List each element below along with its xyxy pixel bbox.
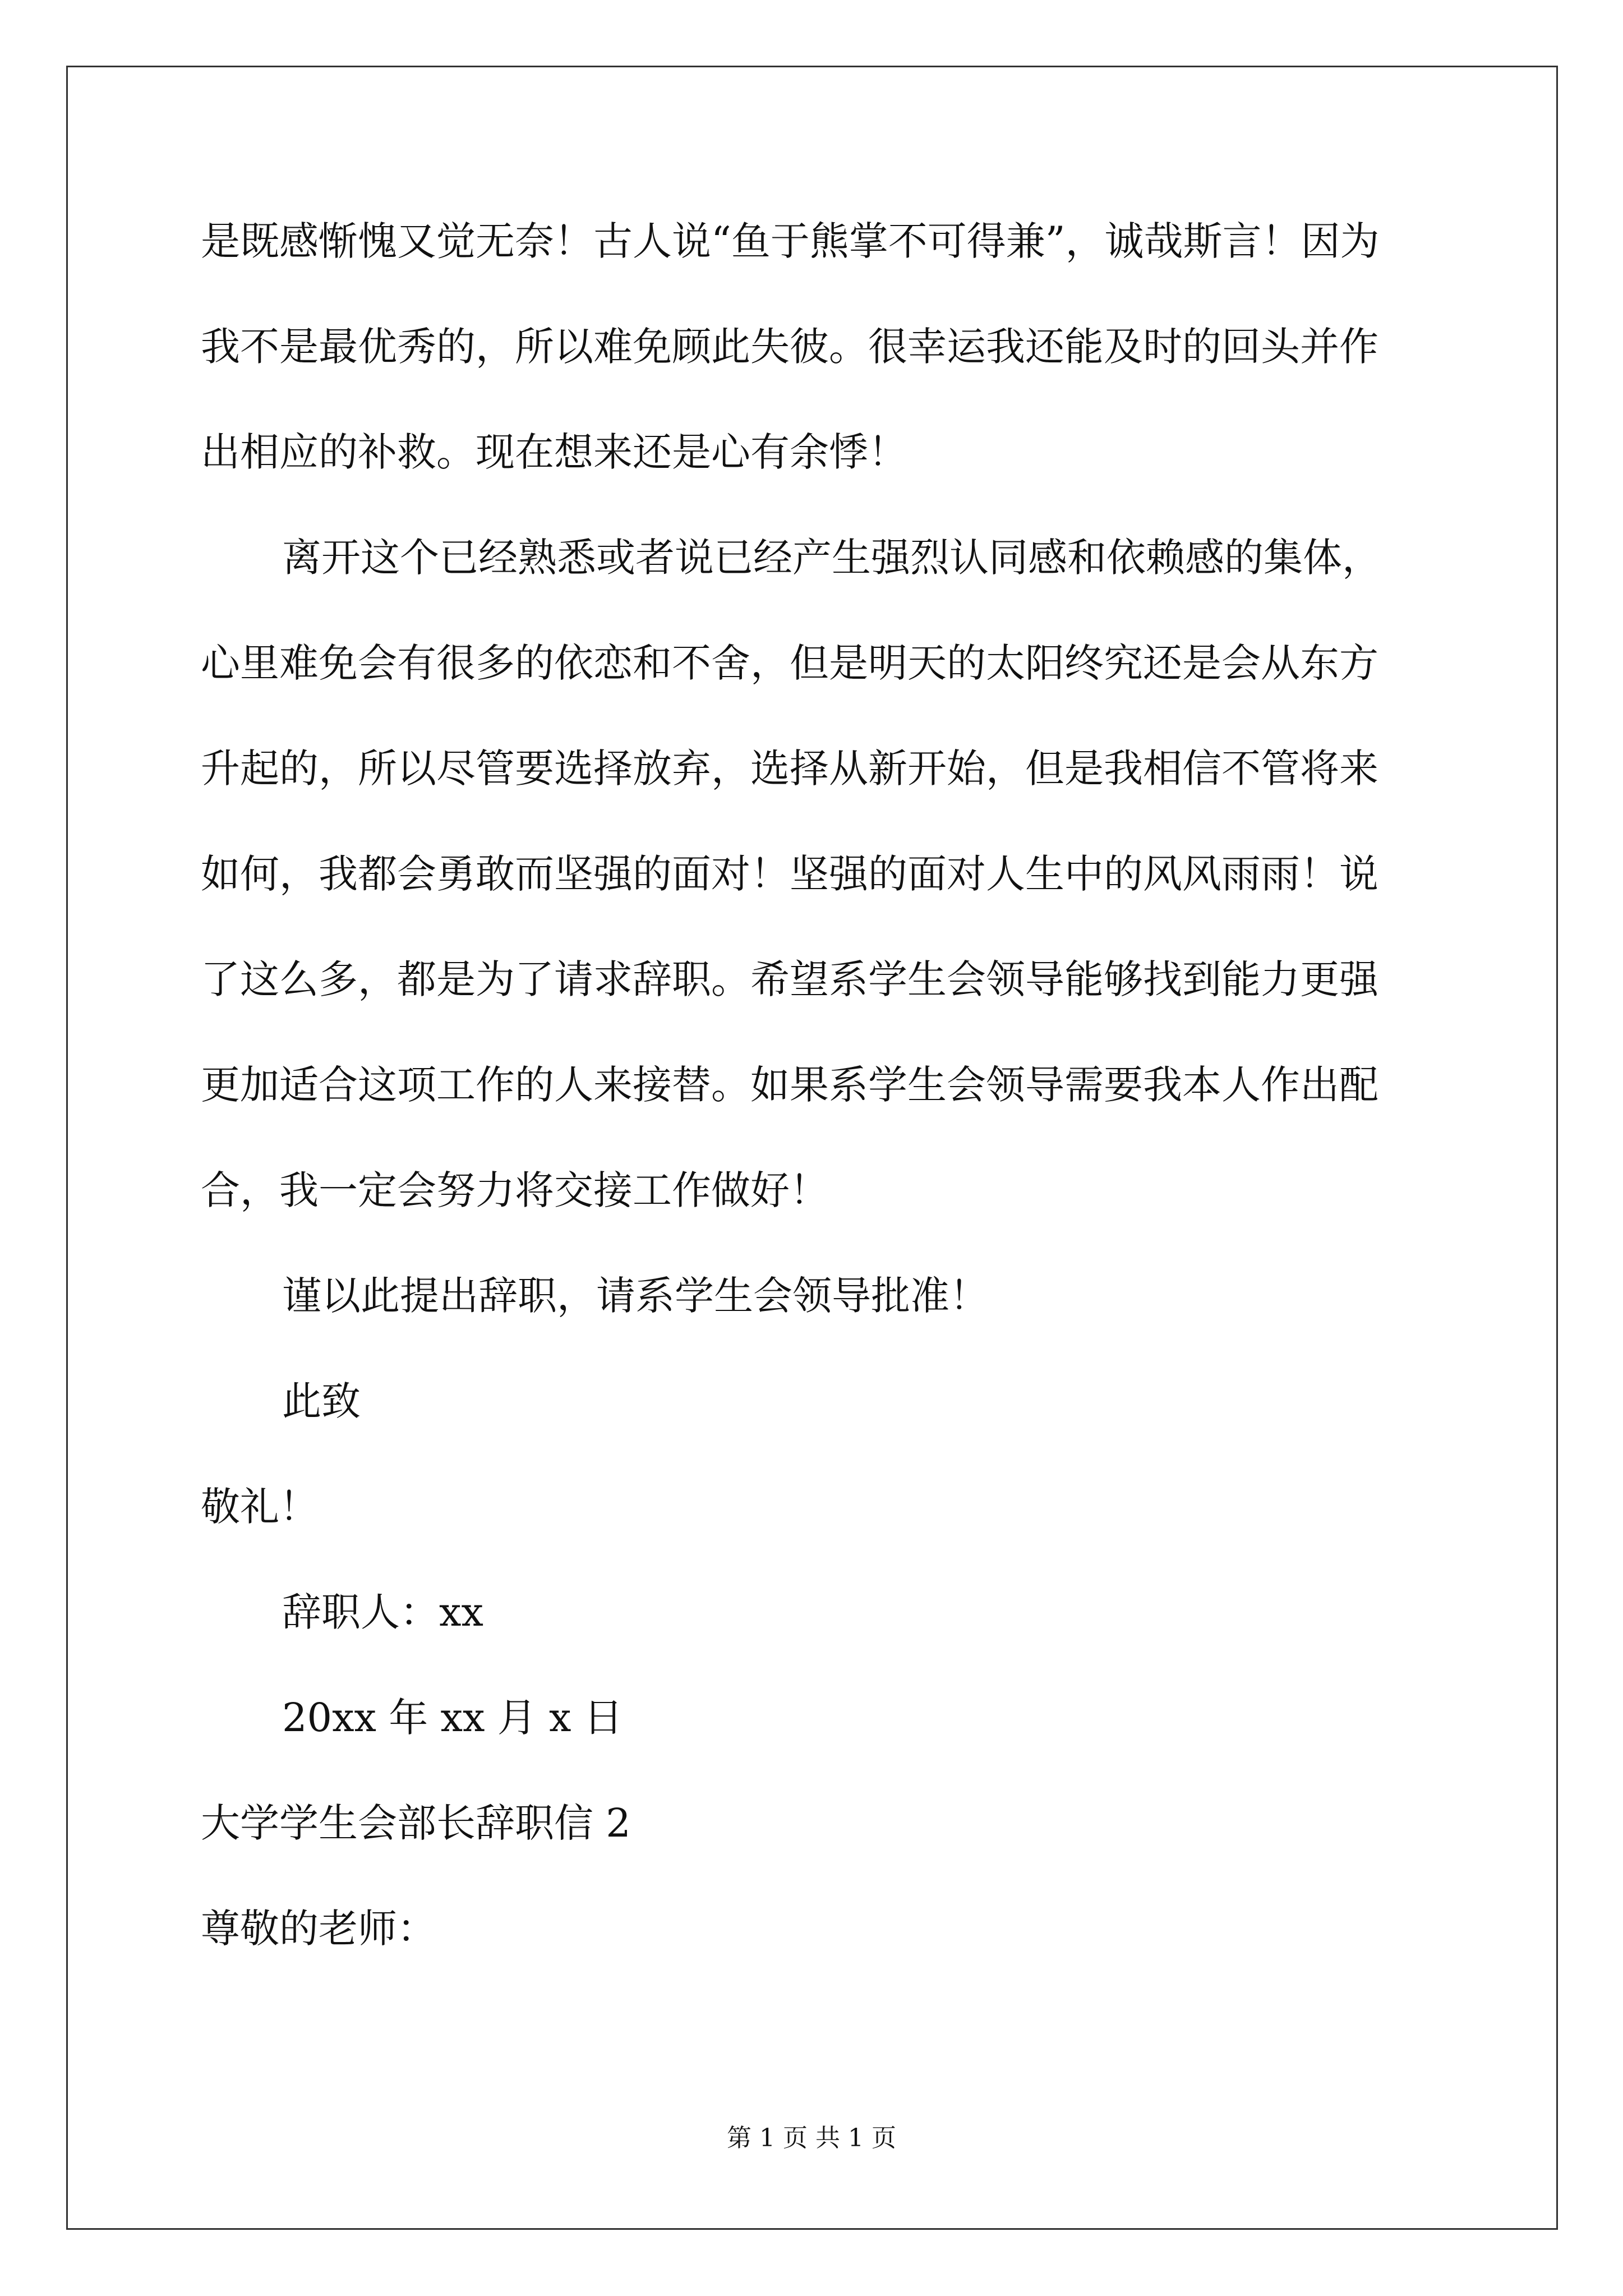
salutation-line: 此致 — [282, 1378, 361, 1424]
paragraph-line: 更加适合这项工作的人来接替。如果系学生会领导需要我本人作出配 — [201, 1062, 1378, 1108]
paragraph-line: 了这么多，都是为了请求辞职。希望系学生会领导能够找到能力更强 — [201, 956, 1378, 1002]
request-line: 谨以此提出辞职，请系学生会领导批准！ — [282, 1273, 989, 1319]
paragraph-line: 是既感惭愧又觉无奈！古人说“鱼于熊掌不可得兼”，诚哉斯言！因为 — [201, 218, 1380, 264]
paragraph-line: 心里难免会有很多的依恋和不舍，但是明天的太阳终究还是会从东方 — [201, 640, 1378, 686]
paragraph-line: 合，我一定会努力将交接工作做好！ — [201, 1167, 829, 1213]
paragraph-line: 离开这个已经熟悉或者说已经产生强烈认同感和依赖感的集体， — [282, 535, 1381, 581]
greeting-line: 尊敬的老师： — [201, 1906, 436, 1952]
paragraph-line: 升起的，所以尽管要选择放弃，选择从新开始，但是我相信不管将来 — [201, 746, 1378, 792]
section-title: 大学学生会部长辞职信 2 — [201, 1800, 631, 1846]
paragraph-line: 出相应的补救。现在想来还是心有余悸！ — [201, 429, 907, 475]
date-line: 20xx 年 xx 月 x 日 — [282, 1695, 623, 1741]
signature-line: 辞职人：xx — [282, 1589, 483, 1635]
paragraph-line: 如何，我都会勇敢而坚强的面对！坚强的面对人生中的风风雨雨！说 — [201, 851, 1378, 897]
paragraph-line: 我不是最优秀的，所以难免顾此失彼。很幸运我还能及时的回头并作 — [201, 324, 1378, 370]
page-footer: 第 1 页 共 1 页 — [727, 2124, 896, 2152]
closing-line: 敬礼！ — [201, 1484, 319, 1530]
